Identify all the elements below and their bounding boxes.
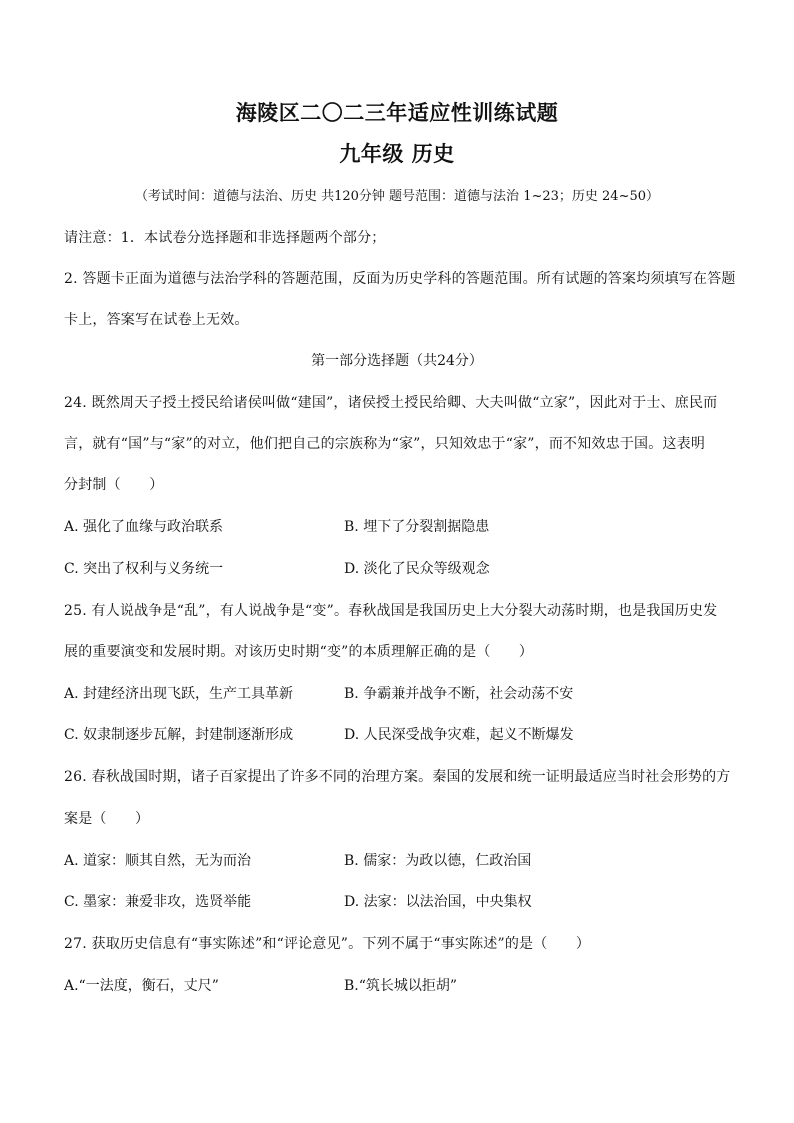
- notice-line-1: 请注意：1．本试卷分选择题和非选择题两个部分；: [64, 230, 386, 246]
- notice-line-2: 2. 答题卡正面为道德与法治学科的答题范围，反面为历史学科的答题范围。所有试题的答案均须填写在答题: [64, 271, 736, 287]
- exam-info: （考试时间：道德与法治、历史 共120分钟 题号范围：道德与法治 1~23；历史 24~50）: [134, 189, 660, 204]
- q24-option-b: B. 埋下了分裂割据隐患: [344, 519, 490, 535]
- q25-stem-line-1: 25. 有人说战争是“乱”，有人说战争是“变”。春秋战国是我国历史上大分裂大动荡时期，也是我国历史发: [64, 603, 718, 619]
- q24-stem-line-1: 24. 既然周天子授土授民给诸侯叫做“建国”，诸侯授土授民给卿、大夫叫做“立家”，因此对于士、庶民而: [64, 395, 718, 411]
- q26-stem-line-1: 26. 春秋战国时期，诸子百家提出了许多不同的治理方案。秦国的发展和统一证明最适应当时社会形势的方: [64, 769, 731, 785]
- q25-option-d: D. 人民深受战争灾难，起义不断爆发: [344, 727, 574, 743]
- q26-option-b: B. 儒家：为政以德，仁政治国: [344, 853, 532, 869]
- q24-stem-line-2: 言，就有“国”与“家”的对立，他们把自己的宗族称为“家”，只知效忠于“家”，而不知效忠于国。这表明: [64, 436, 706, 452]
- exam-title: 海陵区二〇二三年适应性训练试题: [235, 100, 559, 125]
- q25-option-b: B. 争霸兼并战争不断，社会动荡不安: [344, 686, 574, 702]
- notice-line-3: 卡上，答案写在试卷上无效。: [64, 312, 249, 328]
- q27-option-b: B.“筑长城以拒胡”: [344, 978, 458, 994]
- q25-stem-line-2: 展的重要演变和发展时期。对该历史时期“变”的本质理解正确的是（ ）: [64, 644, 534, 660]
- section-title: 第一部分选择题（共24分）: [311, 353, 483, 369]
- q27-option-a: A.“一法度，衡石，丈尺”: [64, 978, 219, 994]
- q26-option-d: D. 法家：以法治国，中央集权: [344, 894, 532, 910]
- q26-option-c: C. 墨家：兼爱非攻，选贤举能: [64, 894, 252, 910]
- q26-option-a: A. 道家：顺其自然，无为而治: [64, 853, 252, 869]
- q27-stem-line-1: 27. 获取历史信息有“事实陈述”和“评论意见”。下列不属于“事实陈述”的是（ ）: [64, 936, 591, 952]
- q25-option-a: A. 封建经济出现飞跃，生产工具革新: [64, 686, 294, 702]
- q24-option-c: C. 突出了权利与义务统一: [64, 561, 224, 577]
- q24-option-a: A. 强化了血缘与政治联系: [64, 519, 224, 535]
- q25-option-c: C. 奴隶制逐步瓦解，封建制逐渐形成: [64, 727, 294, 743]
- q24-option-d: D. 淡化了民众等级观念: [344, 561, 490, 577]
- q26-stem-line-2: 案是（ ）: [64, 811, 150, 827]
- exam-subtitle: 九年级 历史: [339, 141, 455, 166]
- q24-stem-line-3: 分封制（ ）: [64, 477, 164, 493]
